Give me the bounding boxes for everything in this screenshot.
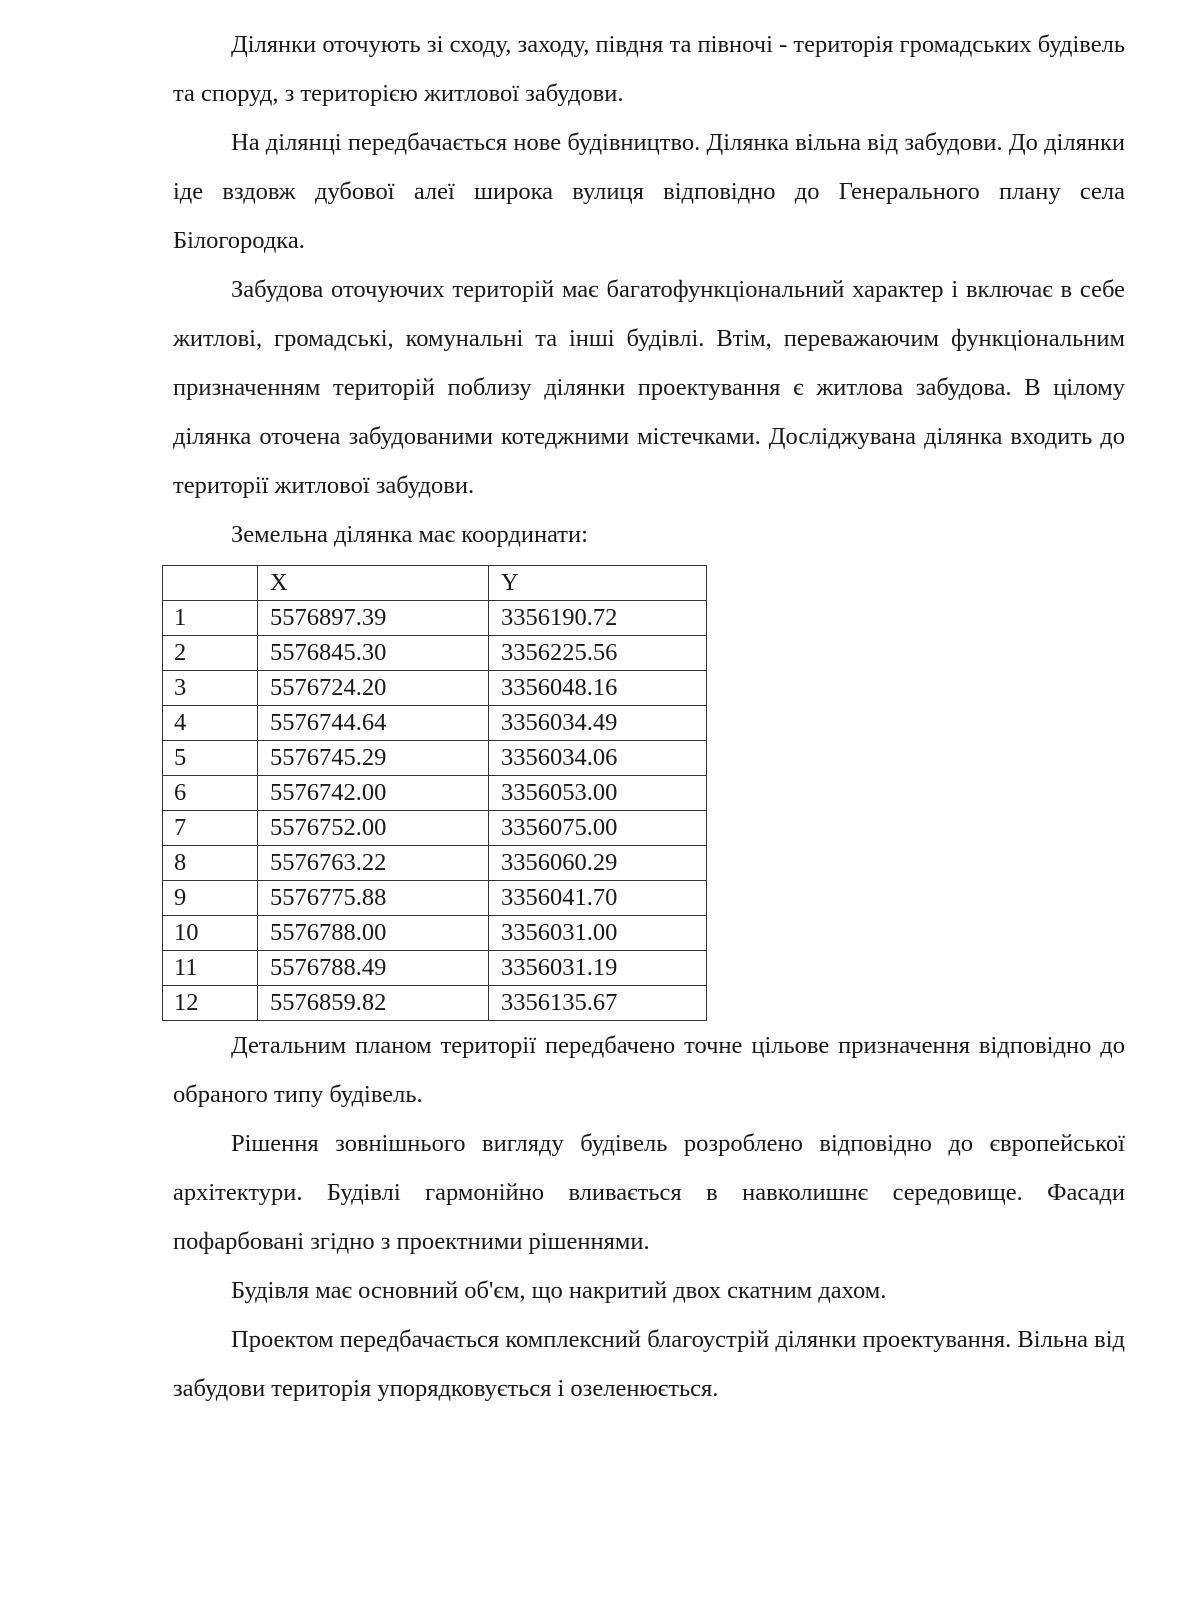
table-cell-x: 5576763.22 [258, 846, 489, 881]
table-cell-x: 5576845.30 [258, 636, 489, 671]
table-cell-index: 3 [163, 671, 258, 706]
table-cell-x: 5576788.00 [258, 916, 489, 951]
table-header-cell-x: X [258, 566, 489, 601]
table-cell-y: 3356041.70 [489, 881, 707, 916]
table-row [163, 601, 707, 636]
table-header-cell-y: Y [489, 566, 707, 601]
table-cell-y: 3356075.00 [489, 811, 707, 846]
table-cell-y: 3356034.06 [489, 741, 707, 776]
table-cell-index: 2 [163, 636, 258, 671]
table-cell-index: 10 [163, 916, 258, 951]
paragraph-exterior-design: Рішення зовнішнього вигляду будівель розроблено відповідно до європейської архітектури. Будівлі гармонійно вливається в навколишнє середовище. Фасади пофарбовані згідно з проектними рішеннями. [173, 1130, 1125, 1255]
table-cell-index: 6 [163, 776, 258, 811]
table-row [163, 846, 707, 881]
table-cell-x: 5576897.39 [258, 601, 489, 636]
table-cell-y: 3356135.67 [489, 986, 707, 1021]
table-row [163, 951, 707, 986]
table-cell-x: 5576742.00 [258, 776, 489, 811]
table-cell-y: 3356048.16 [489, 671, 707, 706]
paragraph-landscaping: Проектом передбачається комплексний благоустрій ділянки проектування. Вільна від забудови територія упорядковується і озеленюється. [173, 1326, 1125, 1402]
table-header-cell-index [163, 566, 258, 601]
table-row [163, 916, 707, 951]
table-cell-y: 3356053.00 [489, 776, 707, 811]
table-row [163, 741, 707, 776]
paragraph-surroundings: Ділянки оточують зі сходу, заходу, півдня та півночі - територія громадських будівель та споруд, з територією житлової забудови. [173, 31, 1125, 107]
table-cell-index: 11 [163, 951, 258, 986]
coordinates-table [162, 565, 707, 1021]
table-cell-x: 5576724.20 [258, 671, 489, 706]
table-cell-x: 5576788.49 [258, 951, 489, 986]
table-cell-x: 5576775.88 [258, 881, 489, 916]
paragraph-detailed-plan: Детальним планом території передбачено точне цільове призначення відповідно до обраного типу будівель. [173, 1032, 1125, 1108]
table-row [163, 671, 707, 706]
table-cell-index: 5 [163, 741, 258, 776]
table-cell-y: 3356225.56 [489, 636, 707, 671]
table-row [163, 706, 707, 741]
table-cell-y: 3356031.00 [489, 916, 707, 951]
table-header-row [163, 566, 707, 601]
paragraph-building-volume: Будівля має основний об'єм, що накритий двох скатним дахом. [231, 1277, 887, 1304]
table-cell-index: 4 [163, 706, 258, 741]
document-page [173, 20, 1125, 1413]
table-cell-y: 3356034.49 [489, 706, 707, 741]
table-cell-index: 7 [163, 811, 258, 846]
paragraph-coordinates-intro: Земельна ділянка має координати: [231, 521, 588, 548]
table-cell-x: 5576744.64 [258, 706, 489, 741]
table-row [163, 636, 707, 671]
table-cell-index: 12 [163, 986, 258, 1021]
table-cell-y: 3356060.29 [489, 846, 707, 881]
table-row [163, 881, 707, 916]
paragraph-surrounding-development: Забудова оточуючих територій має багатофункціональний характер і включає в себе житлові, громадські, комунальні та інші будівлі. Втім, переважаючим функціональним призначенням територій поблизу ділянки проектування є житлова забудова. В цілому ділянка оточена забудованими котеджними містечками. Досліджувана ділянка входить до території житлової забудови. [173, 276, 1125, 499]
table-cell-y: 3356031.19 [489, 951, 707, 986]
table-cell-x: 5576752.00 [258, 811, 489, 846]
table-row [163, 986, 707, 1021]
table-row [163, 811, 707, 846]
table-cell-x: 5576859.82 [258, 986, 489, 1021]
table-row [163, 776, 707, 811]
table-cell-index: 1 [163, 601, 258, 636]
table-cell-index: 9 [163, 881, 258, 916]
table-cell-x: 5576745.29 [258, 741, 489, 776]
table-cell-y: 3356190.72 [489, 601, 707, 636]
table-cell-index: 8 [163, 846, 258, 881]
paragraph-new-construction: На ділянці передбачається нове будівництво. Ділянка вільна від забудови. До ділянки іде вздовж дубової алеї широка вулиця відповідно до Генерального плану села Білогородка. [173, 129, 1125, 254]
